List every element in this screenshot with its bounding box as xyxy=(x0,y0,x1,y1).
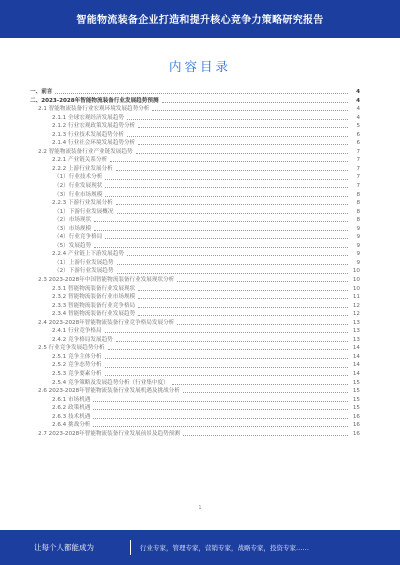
toc-entry-label: 2.3 2023-2028年中国智能物流装备行业发展现状分析 xyxy=(38,276,175,283)
toc-dot-leader xyxy=(117,273,349,274)
toc-dot-leader xyxy=(127,119,348,120)
toc-entry-label: 2.2.4 产业链上下游发展趋势 xyxy=(52,251,124,258)
toc-dot-leader xyxy=(116,170,348,171)
toc-entry[interactable] xyxy=(30,215,360,224)
toc-entry-label: （2）下游行业发展趋势 xyxy=(54,268,114,275)
toc-entry-page: 13 xyxy=(352,319,360,326)
toc-entry-page: 7 xyxy=(356,174,360,181)
toc-entry-page: 9 xyxy=(356,259,360,266)
toc-entry-label: 2.4.2 竞争格局发展趋势 xyxy=(52,336,113,343)
toc-entry-page: 7 xyxy=(356,148,360,155)
toc-entry-label: （2）市场现状 xyxy=(54,217,92,224)
toc-entry-page: 8 xyxy=(356,191,360,198)
toc-entry-label: 2.6.3 技术机遇 xyxy=(52,413,91,420)
toc-entry-label: （1）下游行业发展概况 xyxy=(54,208,114,215)
toc-entry[interactable] xyxy=(30,403,360,412)
toc-entry-page: 10 xyxy=(352,276,360,283)
toc-entry[interactable] xyxy=(30,147,360,156)
toc-dot-leader xyxy=(105,187,348,188)
toc-entry-page: 16 xyxy=(352,413,360,420)
toc-entry[interactable] xyxy=(30,318,360,327)
toc-dot-leader xyxy=(105,238,348,239)
toc-entry[interactable] xyxy=(30,207,360,216)
toc-entry-page: 16 xyxy=(352,422,360,429)
toc-entry-label: （3）市场规模 xyxy=(54,225,92,232)
toc-entry[interactable] xyxy=(30,241,360,250)
toc-entry-label: 2.1 智能物流装备行业宏观环境发展趋势分析 xyxy=(38,106,150,113)
toc-dot-leader xyxy=(94,230,348,231)
toc-dot-leader xyxy=(177,324,348,325)
toc-entry-page: 9 xyxy=(356,251,360,258)
toc-entry-page: 9 xyxy=(356,234,360,241)
toc-dot-leader xyxy=(183,392,348,393)
footer-banner xyxy=(0,530,400,565)
toc-entry-label: 2.6.4 挑战分析 xyxy=(52,422,91,429)
toc-entry-page: 8 xyxy=(356,200,360,207)
toc-dot-leader xyxy=(105,367,348,368)
report-header-banner xyxy=(0,0,400,38)
toc-entry-label: 2.3.3 智能物流装备行业竞争格局 xyxy=(52,302,136,309)
toc-dot-leader xyxy=(105,332,348,333)
page-title: 内容目录 xyxy=(168,59,231,74)
toc-entry-page: 7 xyxy=(356,182,360,189)
toc-dot-leader xyxy=(127,136,348,137)
report-title: 智能物流装备企业打造和提升核心竞争力策略研究报告 xyxy=(76,15,324,26)
toc-dot-leader xyxy=(138,307,348,308)
toc-entry-page: 15 xyxy=(352,388,360,395)
toc-dot-leader xyxy=(108,349,348,350)
toc-dot-leader xyxy=(116,341,348,342)
toc-dot-leader xyxy=(55,93,348,94)
toc-entry[interactable] xyxy=(30,96,360,105)
toc-entry-label: 2.4.1 行业竞争格局 xyxy=(52,328,102,335)
footer-slogan: 让每个人都能成为 xyxy=(34,543,94,552)
toc-entry-page: 15 xyxy=(352,396,360,403)
toc-dot-leader xyxy=(136,153,348,154)
toc-entry-label: （1）上游行业发展趋势 xyxy=(54,259,114,266)
toc-entry-page: 6 xyxy=(356,131,360,138)
toc-dot-leader xyxy=(127,255,348,256)
toc-entry[interactable] xyxy=(30,130,360,139)
toc-entry[interactable] xyxy=(30,429,360,438)
toc-dot-leader xyxy=(94,247,348,248)
toc-dot-leader xyxy=(105,179,348,180)
toc-dot-leader xyxy=(177,281,348,282)
toc-entry-label: 2.1.2 行业宏观政策发展趋势分析 xyxy=(52,123,136,130)
toc-entry[interactable] xyxy=(30,249,360,258)
toc-dot-leader xyxy=(138,290,348,291)
toc-entry[interactable] xyxy=(30,352,360,361)
toc-entry[interactable] xyxy=(30,138,360,147)
toc-entry-label: 一、前言 xyxy=(30,88,53,95)
toc-entry-label: （2）行业发展现状 xyxy=(54,182,103,189)
toc-dot-leader xyxy=(172,384,348,385)
toc-dot-leader xyxy=(105,375,348,376)
toc-entry-label: 2.5.2 竞争态势分析 xyxy=(52,362,102,369)
toc-entry-page: 6 xyxy=(356,140,360,147)
toc-entry[interactable] xyxy=(30,301,360,310)
toc-dot-leader xyxy=(162,102,348,103)
toc-entry-page: 14 xyxy=(352,371,360,377)
toc-entry[interactable] xyxy=(30,361,360,370)
toc-dot-leader xyxy=(117,264,349,265)
toc-entry[interactable] xyxy=(30,275,360,284)
toc-entry-label: 2.6 2023-2028年智能物流装备行业发展机遇及挑战分析 xyxy=(38,388,180,395)
toc-dot-leader xyxy=(152,110,348,111)
toc-entry-page: 14 xyxy=(352,345,360,352)
toc-entry[interactable] xyxy=(30,164,360,173)
toc-entry-label: 2.7 2023-2028年智能物流装备行业发展前景及趋势预测 xyxy=(38,430,180,437)
toc-entry-page: 16 xyxy=(352,430,360,437)
toc-entry-label: 2.1.3 行业技术发展趋势分析 xyxy=(52,131,124,138)
toc-entry-label: 2.2.2 上游行业发展分析 xyxy=(52,165,113,172)
toc-entry-page: 5 xyxy=(356,123,360,130)
toc-entry[interactable] xyxy=(30,292,360,301)
toc-entry-label: 2.5.1 竞争主体分析 xyxy=(52,353,102,360)
toc-entry[interactable] xyxy=(30,386,360,395)
toc-entry-page: 10 xyxy=(352,268,360,275)
toc-entry-label: 2.2.3 下游行业发展分析 xyxy=(52,200,113,207)
toc-dot-leader xyxy=(183,435,348,436)
toc-entry[interactable] xyxy=(30,258,360,267)
toc-entry[interactable] xyxy=(30,190,360,199)
toc-entry-page: 14 xyxy=(352,362,360,369)
toc-dot-leader xyxy=(110,161,348,162)
toc-dot-leader xyxy=(117,213,349,214)
toc-dot-leader xyxy=(105,358,348,359)
toc-entry-label: 2.3.1 智能物流装备行业发展现状 xyxy=(52,285,136,292)
toc-entry[interactable] xyxy=(30,335,360,344)
toc-entry[interactable] xyxy=(30,309,360,318)
toc-dot-leader xyxy=(116,204,348,205)
toc-entry-label: 2.2 智能物流装备行业产业链发展趋势 xyxy=(38,148,133,155)
toc-entry[interactable] xyxy=(30,172,360,181)
toc-entry-label: 2.5.3 竞争要素分析 xyxy=(52,371,102,377)
toc-entry[interactable] xyxy=(30,369,360,378)
toc-entry-label: 2.5.4 竞争策略及发展趋势分析（行业集中度） xyxy=(52,379,169,386)
toc-entry-page: 4 xyxy=(356,97,360,104)
toc-entry-page: 13 xyxy=(352,328,360,335)
toc-entry-label: 2.3.2 智能物流装备行业市场规模 xyxy=(52,294,136,301)
footer-roles: 行业专家，管理专家，营销专家，战略专家，投资专家…… xyxy=(140,544,309,552)
toc-entry-page: 13 xyxy=(352,336,360,343)
toc-entry-label: 2.3.4 智能物流装备行业发展趋势 xyxy=(52,311,136,318)
toc-entry[interactable] xyxy=(30,224,360,233)
toc-dot-leader xyxy=(93,426,348,427)
toc-dot-leader xyxy=(105,196,348,197)
toc-entry[interactable] xyxy=(30,266,360,275)
toc-dot-leader xyxy=(138,315,348,316)
toc-entry[interactable] xyxy=(30,198,360,207)
toc-entry[interactable] xyxy=(30,343,360,352)
toc-entry-label: 2.6.2 政策机遇 xyxy=(52,405,91,412)
toc-entry-page: 4 xyxy=(356,114,360,121)
toc-entry-page: 12 xyxy=(352,311,360,318)
toc-entry-label: （3）行业市场规模 xyxy=(54,191,103,198)
page-number: 1 xyxy=(198,505,202,511)
toc-entry-page: 4 xyxy=(356,88,360,95)
toc-entry[interactable] xyxy=(30,87,360,96)
toc-dot-leader xyxy=(138,144,348,145)
toc-entry[interactable] xyxy=(30,104,360,113)
toc-dot-leader xyxy=(93,409,348,410)
toc-entry-page: 14 xyxy=(352,353,360,360)
table-of-contents xyxy=(30,87,360,437)
toc-entry[interactable] xyxy=(30,412,360,421)
toc-dot-leader xyxy=(93,418,348,419)
toc-entry-page: 9 xyxy=(356,225,360,232)
toc-entry-page: 11 xyxy=(352,294,360,301)
toc-entry-label: 2.1.1 全球宏观经济发展趋势 xyxy=(52,114,124,121)
toc-entry-label: （1）行业技术分析 xyxy=(54,174,103,181)
toc-entry-page: 8 xyxy=(356,208,360,215)
toc-entry-label: （4）行业竞争格局 xyxy=(54,234,103,241)
toc-entry-page: 9 xyxy=(356,242,360,249)
toc-entry[interactable] xyxy=(30,181,360,190)
toc-entry-page: 8 xyxy=(356,217,360,224)
toc-entry[interactable] xyxy=(30,420,360,429)
toc-entry-label: （5）发展趋势 xyxy=(54,242,92,249)
toc-entry[interactable] xyxy=(30,284,360,293)
toc-entry[interactable] xyxy=(30,395,360,404)
toc-entry-label: 二、2023-2028年智能物流装备行业发展趋势预测 xyxy=(30,97,159,104)
toc-entry-label: 2.6.1 市场机遇 xyxy=(52,396,91,403)
toc-entry[interactable] xyxy=(30,121,360,130)
toc-entry-page: 7 xyxy=(356,157,360,164)
toc-entry-label: 2.4 2023-2028年智能物流装备行业竞争格局发展分析 xyxy=(38,319,175,326)
toc-entry-label: 2.1.4 行业社会环境发展趋势分析 xyxy=(52,140,136,147)
toc-entry-page: 15 xyxy=(352,379,360,386)
toc-dot-leader xyxy=(93,401,348,402)
toc-entry[interactable] xyxy=(30,378,360,387)
toc-dot-leader xyxy=(94,221,348,222)
toc-entry-page: 10 xyxy=(352,285,360,292)
footer-divider xyxy=(130,540,131,555)
toc-dot-leader xyxy=(138,298,348,299)
toc-entry[interactable] xyxy=(30,155,360,164)
toc-dot-leader xyxy=(138,127,348,128)
toc-entry[interactable] xyxy=(30,232,360,241)
toc-entry-page: 4 xyxy=(356,106,360,113)
toc-entry[interactable] xyxy=(30,326,360,335)
toc-entry[interactable] xyxy=(30,113,360,122)
toc-entry-page: 7 xyxy=(356,165,360,172)
toc-entry-page: 12 xyxy=(352,302,360,309)
toc-entry-page: 15 xyxy=(352,405,360,412)
toc-entry-label: 2.5 行业竞争发展趋势分析 xyxy=(38,345,105,352)
toc-entry-label: 2.2.1 产业链关系分析 xyxy=(52,157,108,164)
